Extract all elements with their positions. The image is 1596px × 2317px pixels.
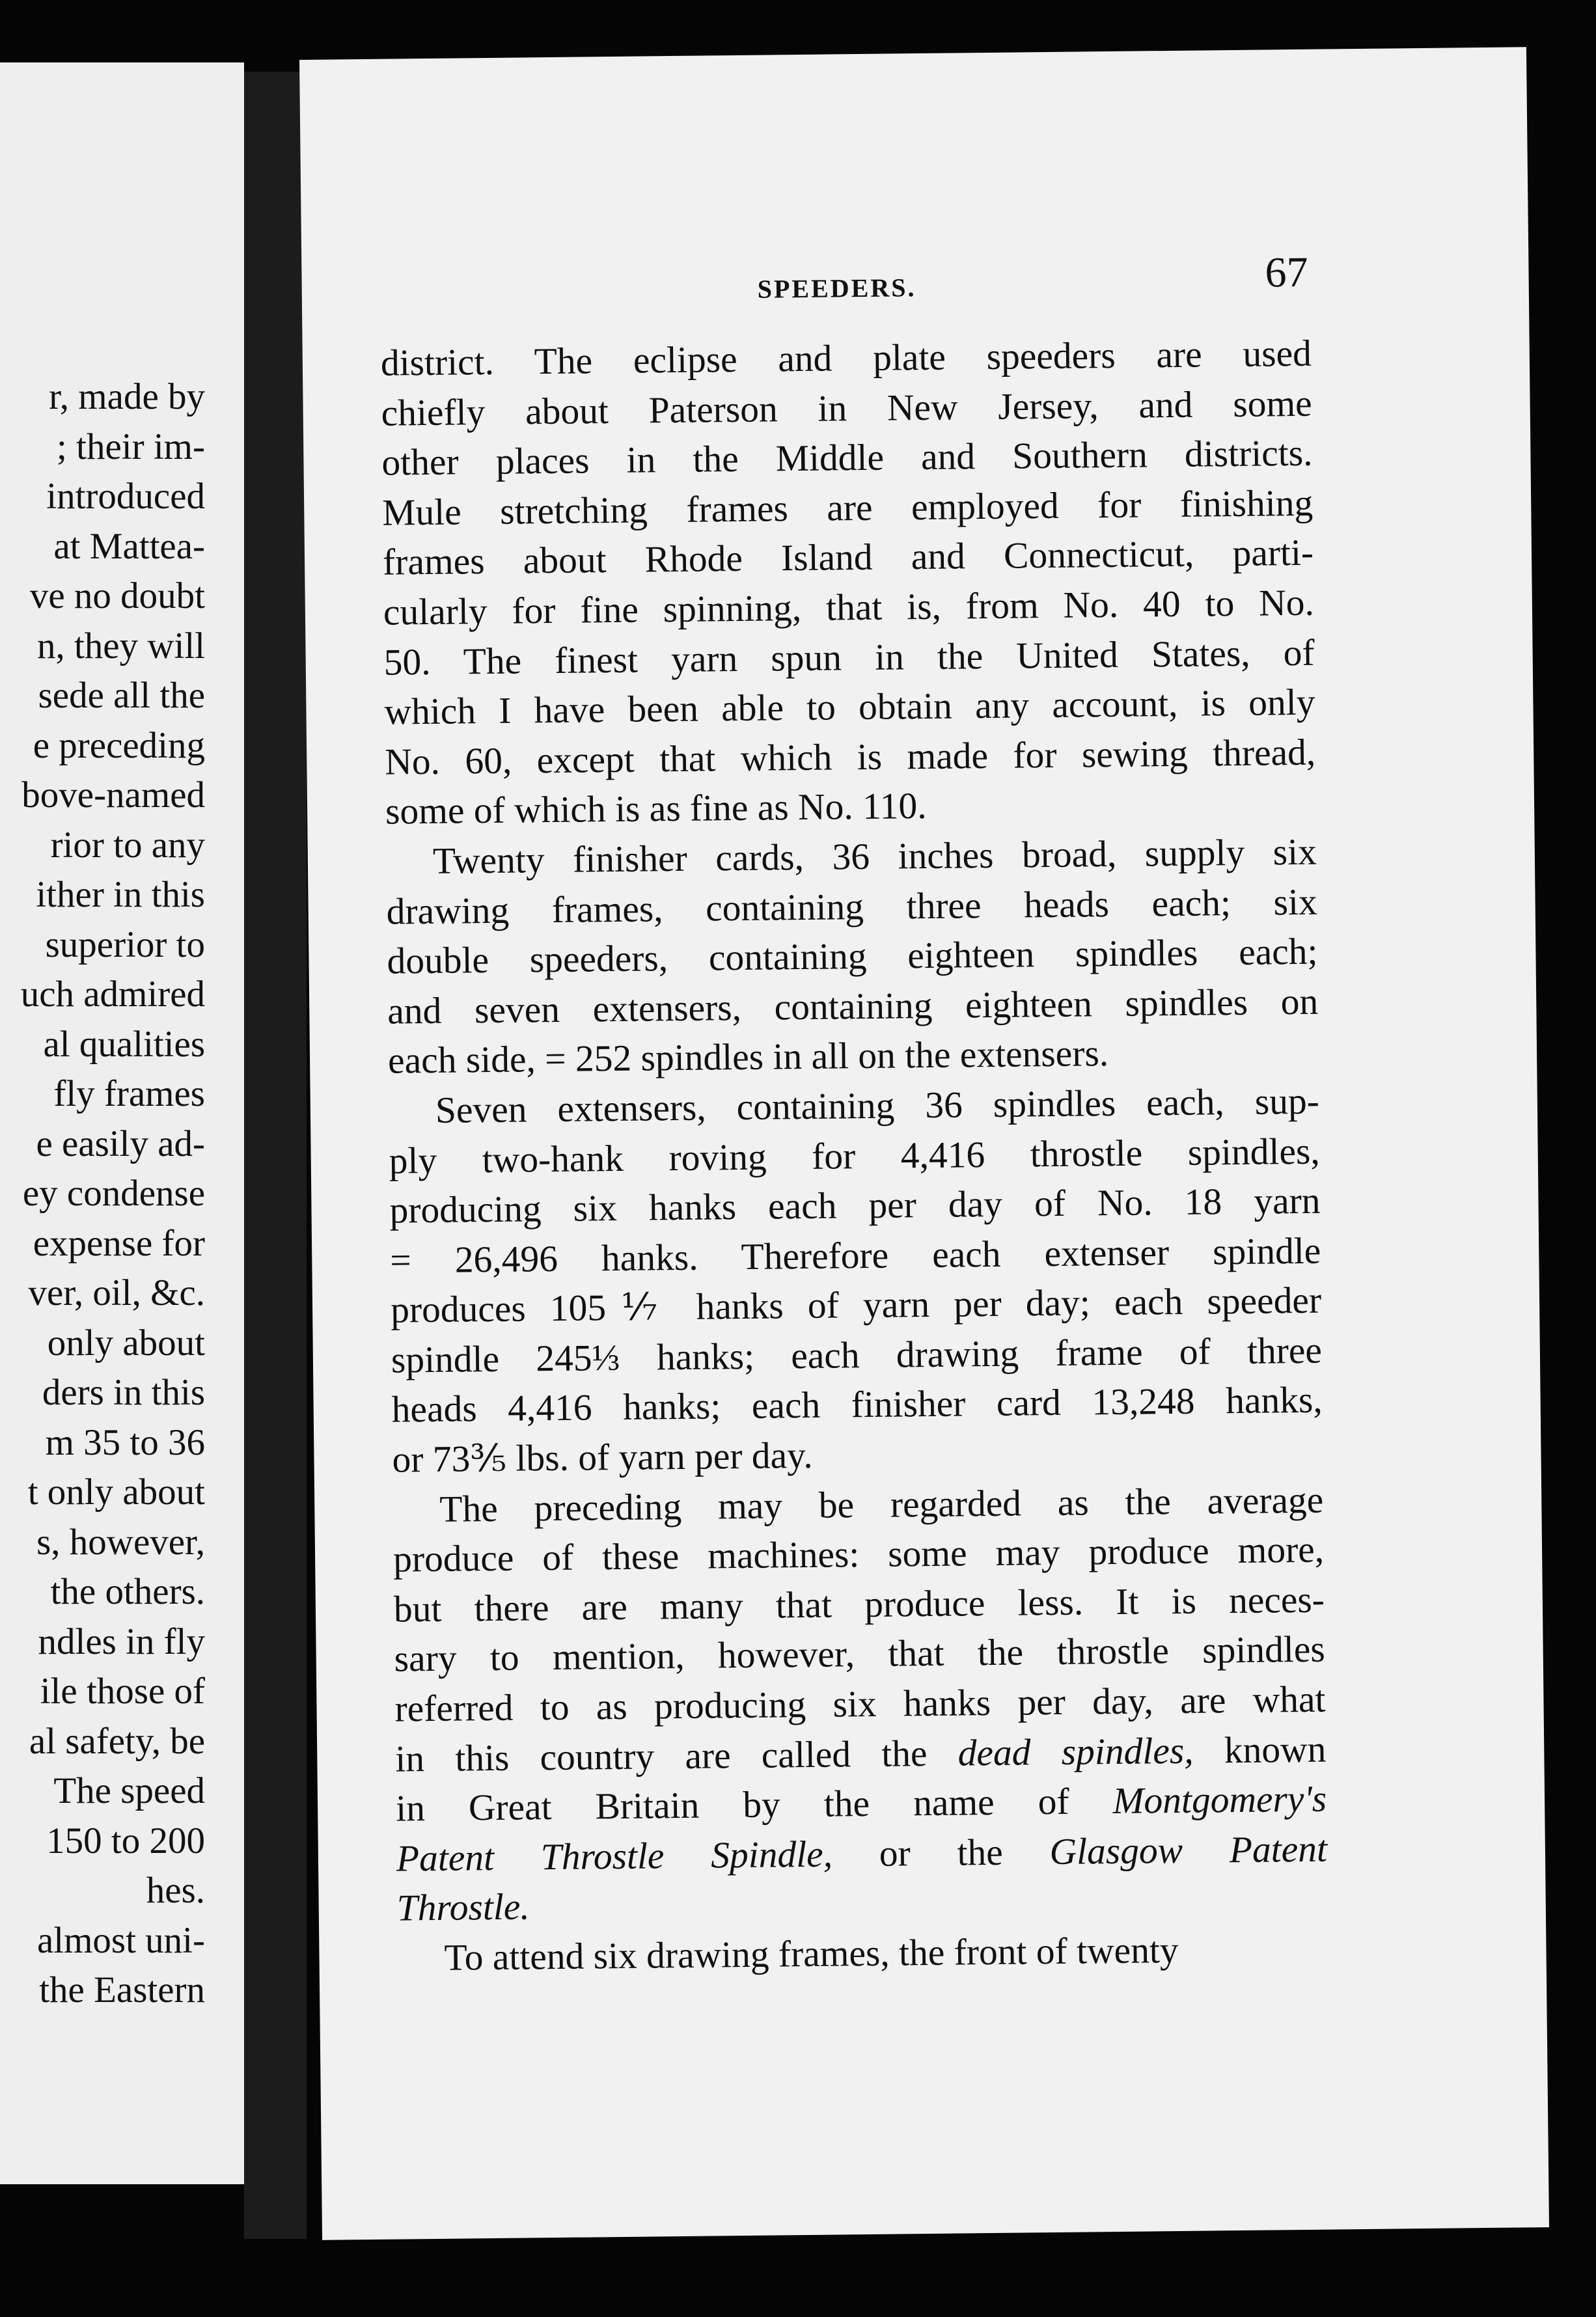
left-text-line: n, they will xyxy=(36,625,205,666)
italic-term: Patent Throstle Spindle, xyxy=(396,1833,833,1880)
left-text-line: al qualities xyxy=(43,1023,205,1065)
left-text-line: the Eastern xyxy=(39,1969,205,2010)
text-line: = 26,496 hanks. Therefore each extenser spindle xyxy=(389,1230,1321,1282)
left-text-line: s, however, xyxy=(36,1521,205,1563)
italic-term: Glasgow Patent xyxy=(1049,1828,1328,1872)
page-number: 67 xyxy=(1265,248,1308,297)
text-line xyxy=(396,1874,1328,1934)
text-line: To attend six drawing frames, the front of twenty xyxy=(444,1930,1179,1979)
text-line: drawing frames, containing three heads each; six xyxy=(386,881,1317,933)
text-line: some of which is as fine as No. 110. xyxy=(385,786,927,833)
text-line: 50. The finest yarn spun in the United States, of xyxy=(383,632,1315,683)
left-text-line: ither in this xyxy=(36,874,205,915)
text-line: which I have been able to obtain any account, is only xyxy=(384,681,1315,733)
text-line: Twenty finisher cards, 36 inches broad, supply six xyxy=(432,831,1317,882)
text-line: produce of these machines: some may produce more, xyxy=(392,1529,1325,1580)
text-line xyxy=(395,1725,1327,1785)
paragraph-1 xyxy=(380,329,1316,838)
text-line: spindle 245⅓ hanks; each drawing frame of three xyxy=(391,1330,1323,1381)
text-line: The preceding may be regarded as the average xyxy=(439,1479,1324,1530)
left-text-line: ; their im- xyxy=(57,426,205,467)
right-page xyxy=(299,47,1549,2240)
text-run: or the xyxy=(832,1831,1050,1875)
gutter-shadow xyxy=(244,72,307,2239)
paragraph-2 xyxy=(386,828,1319,1087)
left-text-line: t only about xyxy=(27,1472,205,1513)
paragraph-3 xyxy=(389,1077,1323,1486)
text-line: Seven extensers, containing 36 spindles each, sup- xyxy=(435,1080,1320,1131)
left-text-line: 150 to 200 xyxy=(46,1820,205,1861)
text-line: chiefly about Paterson in New Jersey, and some xyxy=(381,383,1312,434)
left-text-line: at Mattea- xyxy=(53,525,205,567)
left-text-line: introduced xyxy=(46,476,205,517)
text-line: produces 105⅐ hanks of yarn per day; each speeder xyxy=(390,1280,1322,1331)
text-line: sary to mention, however, that the throstle spindles xyxy=(394,1629,1325,1680)
left-text-line: bove-named xyxy=(21,775,205,816)
left-page-fragment xyxy=(0,62,244,2184)
left-text-line: ve no doubt xyxy=(29,575,205,616)
text-line xyxy=(396,1775,1327,1835)
text-line: and seven extensers, containing eighteen spindles on xyxy=(387,981,1319,1032)
italic-term: dead spindles, xyxy=(957,1730,1194,1774)
paragraph-4 xyxy=(392,1475,1328,1934)
text-line: referred to as producing six hanks per day, are what xyxy=(394,1679,1326,1730)
text-line: ply two-hank roving for 4,416 throstle spindles, xyxy=(389,1131,1320,1182)
left-text-line: e preceding xyxy=(33,724,205,766)
italic-term: Throstle. xyxy=(396,1886,530,1929)
text-line: double speeders, containing eighteen spindles each; xyxy=(387,931,1318,982)
text-line: producing six hanks each per day of No. 18 yarn xyxy=(389,1180,1321,1231)
text-line: each side, = 252 spindles in all on the extensers. xyxy=(387,1033,1109,1082)
left-text-line: the others. xyxy=(50,1571,205,1612)
left-text-line: expense for xyxy=(33,1222,205,1264)
text-run: known xyxy=(1193,1729,1327,1772)
left-text-line: only about xyxy=(47,1322,205,1364)
left-text-line: ile those of xyxy=(40,1671,205,1712)
left-text-line: almost uni- xyxy=(36,1919,205,1961)
left-text-line: ver, oil, &c. xyxy=(28,1272,205,1313)
text-run: in this country are called the xyxy=(395,1733,959,1780)
left-text-line: fly frames xyxy=(53,1073,205,1114)
left-text-line: al safety, be xyxy=(29,1720,205,1762)
text-line xyxy=(396,1824,1328,1884)
text-line: cularly for fine spinning, that is, from No. 40 to No. xyxy=(383,582,1315,633)
text-line: other places in the Middle and Southern districts. xyxy=(381,432,1313,484)
left-text-line: m 35 to 36 xyxy=(45,1421,205,1463)
text-line: No. 60, except that which is made for sewing thread, xyxy=(384,732,1316,783)
text-run: in Great Britain by the name of xyxy=(395,1781,1113,1830)
text-line: Mule stretching frames are employed for finishing xyxy=(381,482,1314,534)
left-text-line: sede all the xyxy=(38,675,205,716)
left-text-line: ey condense xyxy=(22,1173,205,1214)
text-line: district. The eclipse and plate speeders are used xyxy=(380,333,1312,384)
left-text-line: hes. xyxy=(146,1870,205,1911)
text-line: but there are many that produce less. It is neces- xyxy=(393,1579,1325,1630)
left-text-line: uch admired xyxy=(20,974,205,1015)
text-line: heads 4,416 hanks; each finisher card 13,248 hanks, xyxy=(391,1380,1323,1431)
left-text-line: rior to any xyxy=(50,824,205,866)
left-text-line: ders in this xyxy=(42,1372,205,1413)
text-line: frames about Rhode Island and Connecticut, parti- xyxy=(382,532,1314,584)
paragraph-5 xyxy=(397,1925,1328,1984)
left-text-line: r, made by xyxy=(49,376,205,417)
italic-term: Montgomery's xyxy=(1112,1778,1327,1822)
left-page-text xyxy=(21,372,205,2016)
text-line: or 73⅗ lbs. of yarn per day. xyxy=(392,1434,813,1481)
left-text-line: e easily ad- xyxy=(36,1123,205,1164)
left-text-line: superior to xyxy=(45,924,205,965)
left-text-line: ndles in fly xyxy=(38,1621,205,1662)
running-head: SPEEDERS. xyxy=(757,273,916,304)
body-text xyxy=(380,329,1328,1984)
left-text-line: The speed xyxy=(53,1770,205,1811)
